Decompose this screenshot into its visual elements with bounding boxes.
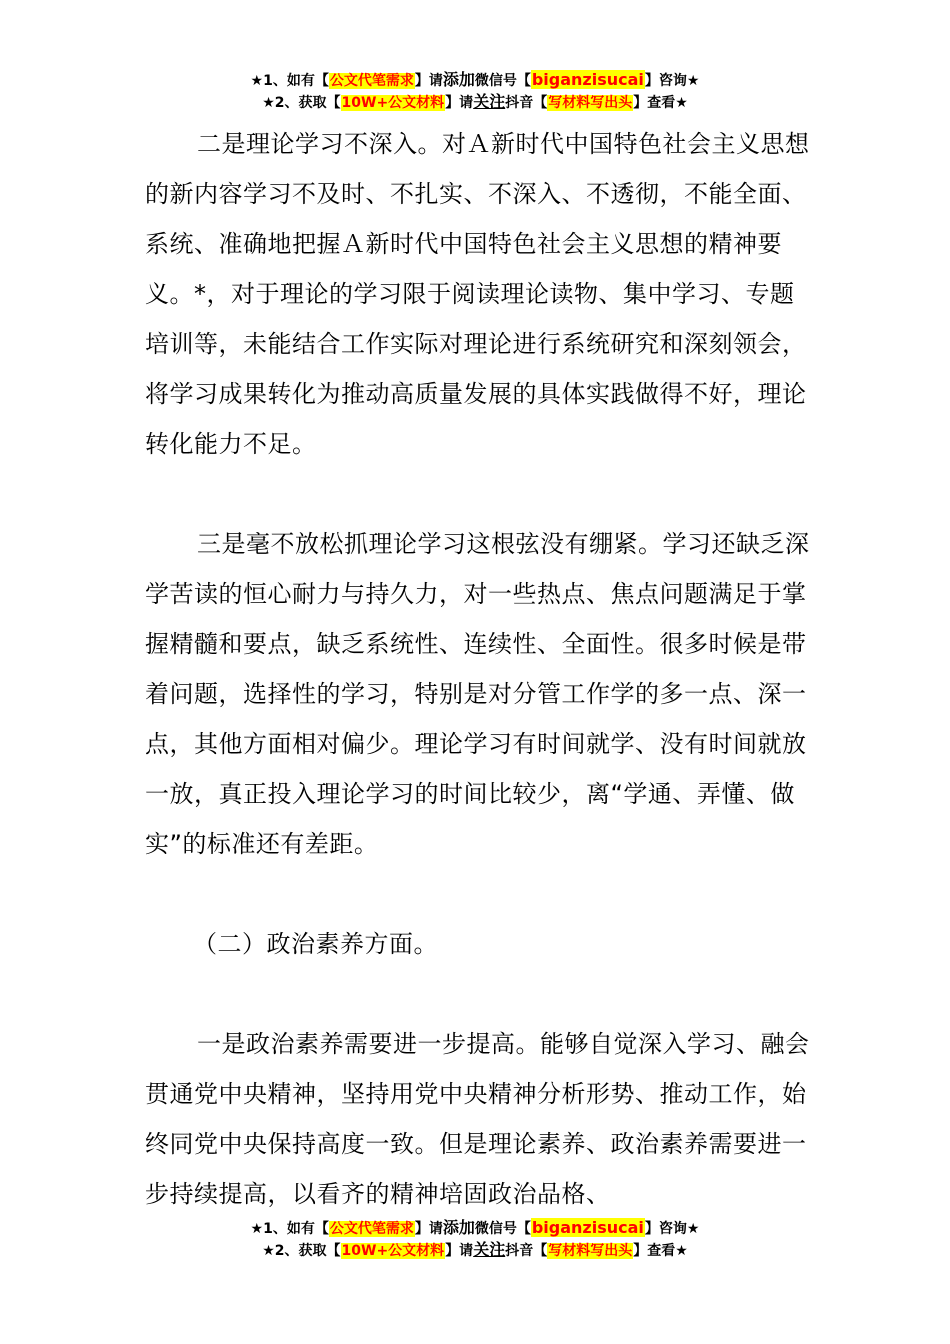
paragraph-theory-study: 二是理论学习不深入。对Ａ新时代中国特色社会主义思想的新内容学习不及时、不扎实、不深入、不透彻，不能全面、系统、准确地把握Ａ新时代中国特色社会主义思想的精神要义。*，对于理论的学习限于阅读理论读物、集中学习、专题培训等，未能结合工作实际对理论进行系统研究和深刻领会，将学习成果转化为推动高质量发展的具体实践做得不好，理论转化能力不足。 xyxy=(145,130,810,458)
banner-text: ★2、获取【 xyxy=(262,1243,341,1259)
paragraph-gap xyxy=(145,969,810,1019)
banner-text: ★1、如有【 xyxy=(250,1221,329,1237)
banner-text: 抖音【 xyxy=(505,95,548,111)
paragraph-gap xyxy=(145,869,810,919)
highlight-wechat-id: biganzisucai xyxy=(531,70,644,89)
banner-text: ★2、获取【 xyxy=(262,95,341,111)
banner-line-1 xyxy=(0,69,950,91)
banner-text: 】咨询★ xyxy=(644,73,700,89)
banner-line-1 xyxy=(0,1217,950,1239)
highlight-douyin: 写材料写出头 xyxy=(548,95,633,111)
banner-text: 微信号【 xyxy=(474,1221,531,1237)
section-heading-political: （二）政治素养方面。 xyxy=(193,930,438,958)
banner-text: 】咨询★ xyxy=(644,1221,700,1237)
paragraph-gap xyxy=(145,469,810,519)
highlight-materials: 10W+公文材料 xyxy=(341,95,445,111)
banner-line-2 xyxy=(0,91,950,113)
banner-text: ★1、如有【 xyxy=(250,73,329,89)
banner-line-2 xyxy=(0,1239,950,1261)
paragraph-political-quality: 一是政治素养需要进一步提高。能够自觉深入学习、融会贯通党中央精神，坚持用党中央精神分析形势、推动工作，始终同党中央保持高度一致。但是理论素养、政治素养需要进一步持续提高，以看齐的精神培固政治品格、 xyxy=(145,1030,810,1208)
banner-text: 】请 xyxy=(414,1221,443,1237)
banner-emphasis: 添加 xyxy=(442,70,475,89)
banner-text: 微信号【 xyxy=(474,73,531,89)
footer-banner xyxy=(0,1217,950,1261)
banner-emphasis: 添加 xyxy=(442,1218,475,1237)
highlight-service: 公文代笔需求 xyxy=(329,1221,414,1237)
banner-text: 】查看★ xyxy=(633,95,688,111)
header-banner xyxy=(0,69,950,113)
document-body xyxy=(145,119,810,1219)
paragraph-theory-persistence: 三是毫不放松抓理论学习这根弦没有绷紧。学习还缺乏深学苦读的恒心耐力与持久力，对一些热点、焦点问题满足于掌握精髓和要点，缺乏系统性、连续性、全面性。很多时候是带着问题，选择性的学习，特别是对分管工作学的多一点、深一点，其他方面相对偏少。理论学习有时间就学、没有时间就放一放，真正投入理论学习的时间比较少，离“学通、弄懂、做实”的标准还有差距。 xyxy=(145,530,810,858)
banner-text: 】请 xyxy=(445,1243,474,1259)
banner-text: 】查看★ xyxy=(633,1243,688,1259)
banner-emphasis: 关注 xyxy=(473,92,506,111)
banner-text: 】请 xyxy=(414,73,443,89)
banner-text: 抖音【 xyxy=(505,1243,548,1259)
highlight-wechat-id: biganzisucai xyxy=(531,1218,644,1237)
banner-emphasis: 关注 xyxy=(473,1240,506,1259)
banner-text: 】请 xyxy=(445,95,474,111)
highlight-service: 公文代笔需求 xyxy=(329,73,414,89)
highlight-douyin: 写材料写出头 xyxy=(548,1243,633,1259)
highlight-materials: 10W+公文材料 xyxy=(341,1243,445,1259)
